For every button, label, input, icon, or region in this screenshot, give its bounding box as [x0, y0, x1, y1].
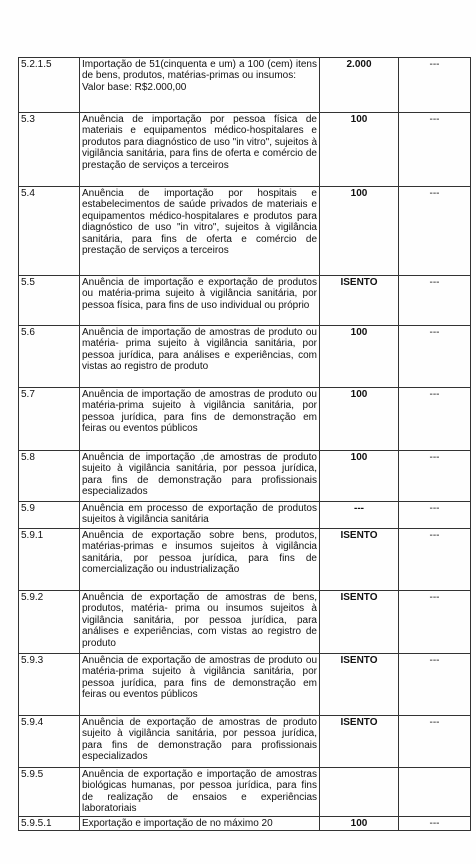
fee-table [18, 57, 471, 831]
item-description: Anuência de importação de amostras de produto ou matéria- prima sujeito à vigilância sanitária, por pessoa jurídica, para análises e experiências, com vistas ao registro de produto [80, 326, 320, 388]
item-description: Anuência de importação e exportação de produtos ou matéria-prima sujeito à vigilância sanitária, por pessoa física, para fins de uso individual ou próprio [80, 276, 320, 326]
table-row [19, 326, 471, 388]
item-description: Anuência de importação ,de amostras de produto sujeito à vigilância sanitária, por pessoa jurídica, para fins de demonstração para profissionais especializados [80, 451, 320, 502]
item-description: Anuência de exportação sobre bens, produtos, matérias-primas e insumos sujeitos à vigilância sanitária, por pessoa jurídica, para fins de comercialização ou industrialização [80, 529, 320, 591]
item-code: 5.7 [19, 388, 80, 451]
item-description: Anuência de exportação de amostras de produto ou matéria-prima sujeito à vigilância sanitária, por pessoa jurídica, para fins de demonstração em feiras ou eventos públicos [80, 654, 320, 716]
table-row [19, 817, 471, 831]
item-code: 5.9.3 [19, 654, 80, 716]
table-row [19, 388, 471, 451]
fee-value: 100 [320, 326, 399, 388]
fee-value [320, 768, 399, 817]
fee-extra: --- [399, 451, 471, 502]
fee-value: 100 [320, 187, 399, 276]
item-code: 5.2.1.5 [19, 58, 80, 113]
item-description: Anuência de exportação e importação de amostras biológicas humanas, por pessoa jurídica, para fins de realização de ensaios e experiências laboratoriais [80, 768, 320, 817]
item-code: 5.9.5.1 [19, 817, 80, 831]
fee-value: 2.000 [320, 58, 399, 113]
item-description: Anuência de importação por pessoa física de materiais e equipamentos médico-hospitalares e produtos para diagnóstico de uso "in vitro", sujeitos à vigilância sanitária, para fins de oferta e comércio de prestação de serviços a terceiros [80, 113, 320, 187]
fee-extra: --- [399, 716, 471, 768]
fee-extra: --- [399, 58, 471, 113]
fee-extra [399, 768, 471, 817]
fee-value: ISENTO [320, 276, 399, 326]
item-code: 5.4 [19, 187, 80, 276]
fee-extra: --- [399, 654, 471, 716]
fee-value: 100 [320, 113, 399, 187]
fee-extra: --- [399, 388, 471, 451]
fee-extra: --- [399, 276, 471, 326]
table-row [19, 187, 471, 276]
fee-extra: --- [399, 502, 471, 529]
item-code: 5.8 [19, 451, 80, 502]
table-row [19, 276, 471, 326]
fee-value: ISENTO [320, 654, 399, 716]
table-row [19, 529, 471, 591]
table-row [19, 768, 471, 817]
item-code: 5.5 [19, 276, 80, 326]
fee-extra: --- [399, 187, 471, 276]
fee-value: 100 [320, 451, 399, 502]
item-description: Anuência de importação de amostras de produto ou matéria-prima sujeito à vigilância sanitária, por pessoa jurídica, para fins de demonstração em feiras ou eventos públicos [80, 388, 320, 451]
table-row [19, 451, 471, 502]
table-row [19, 654, 471, 716]
item-code: 5.6 [19, 326, 80, 388]
fee-value: 100 [320, 388, 399, 451]
item-description: Anuência em processo de exportação de produtos sujeitos à vigilância sanitária [80, 502, 320, 529]
item-description: Anuência de exportação de amostras de bens, produtos, matéria- prima ou insumos sujeitos à vigilância sanitária, por pessoa jurídica, para análises e experiências, com vistas ao registro de produto [80, 591, 320, 654]
item-code: 5.9.1 [19, 529, 80, 591]
fee-value: --- [320, 502, 399, 529]
item-code: 5.9.2 [19, 591, 80, 654]
item-description: Anuência de importação por hospitais e estabelecimentos de saúde privados de materiais e equipamentos médico-hospitalares e produtos para diagnóstico de uso "in vitro", sujeitos à vigilância sanitária, para fins de oferta e comércio de prestação de serviços a terceiros [80, 187, 320, 276]
table-row [19, 502, 471, 529]
fee-extra: --- [399, 113, 471, 187]
fee-extra: --- [399, 326, 471, 388]
fee-extra: --- [399, 591, 471, 654]
table-row [19, 113, 471, 187]
item-description: Anuência de exportação de amostras de produto sujeito à vigilância sanitária, por pessoa jurídica, para fins de demonstração para profissionais especializados [80, 716, 320, 768]
fee-extra: --- [399, 529, 471, 591]
table-row [19, 58, 471, 113]
fee-value: 100 [320, 817, 399, 831]
item-code: 5.9.5 [19, 768, 80, 817]
item-description: Importação de 51(cinquenta e um) a 100 (cem) itens de bens, produtos, matérias-primas ou insumos: Valor base: R$2.000,00 [80, 58, 320, 113]
item-code: 5.9 [19, 502, 80, 529]
fee-value: ISENTO [320, 529, 399, 591]
fee-table-body [19, 58, 471, 831]
fee-value: ISENTO [320, 716, 399, 768]
table-row [19, 716, 471, 768]
fee-extra: --- [399, 817, 471, 831]
item-code: 5.9.4 [19, 716, 80, 768]
fee-value: ISENTO [320, 591, 399, 654]
table-row [19, 591, 471, 654]
item-code: 5.3 [19, 113, 80, 187]
item-description: Exportação e importação de no máximo 20 [80, 817, 320, 831]
